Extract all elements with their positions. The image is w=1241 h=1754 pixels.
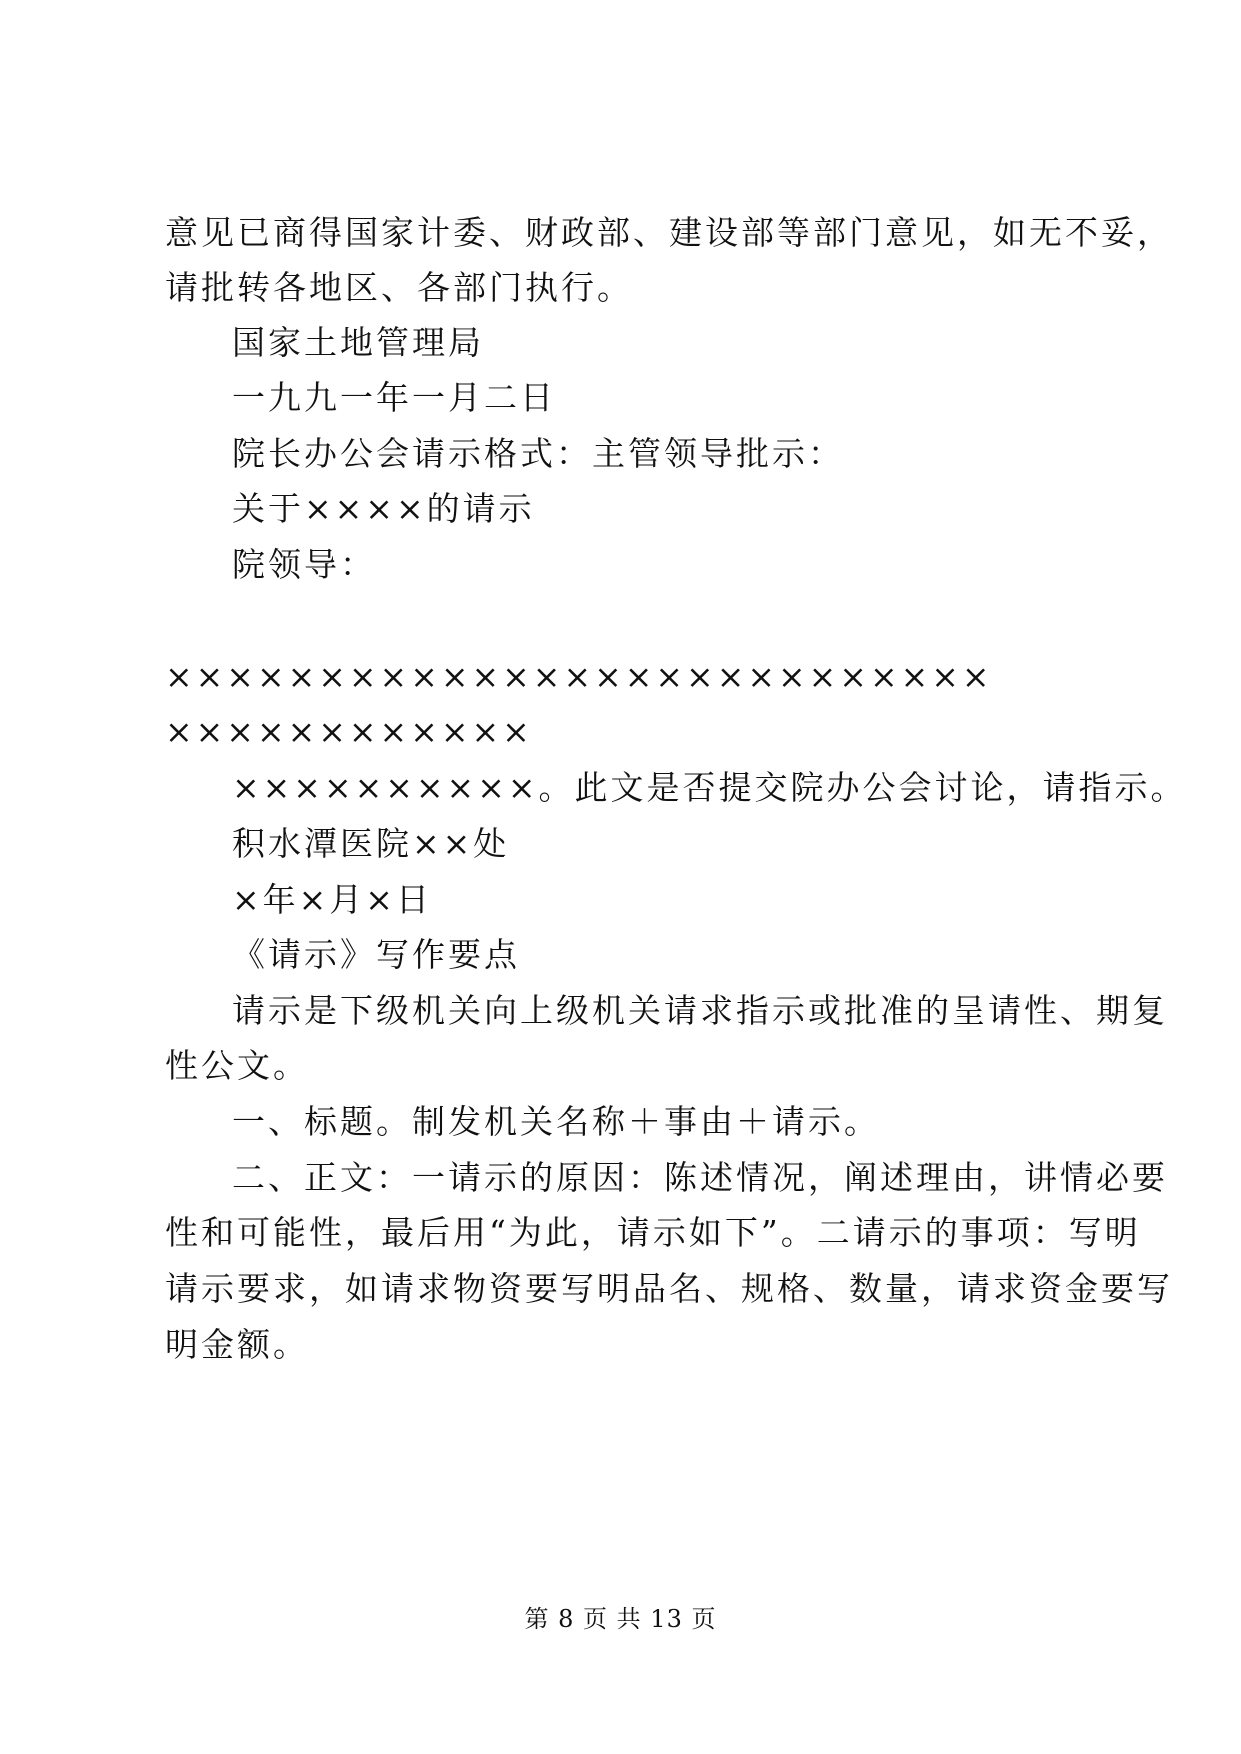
request-title: 关于××××的请示	[232, 489, 535, 528]
body-line-19: 请示要求，如请求物资要写明品名、规格、数量，请求资金要写	[165, 1269, 1173, 1308]
body-line-15: 性公文。	[165, 1046, 309, 1085]
body-line-2: 请批转各地区、各部门执行。	[165, 268, 633, 307]
placeholder-line-1: ×××××××××××××××××××××××××××	[165, 657, 993, 696]
body-line-14: 请示是下级机关向上级机关请求指示或批准的呈请性、期复	[232, 991, 1168, 1030]
body-line-1: 意见已商得国家计委、财政部、建设部等部门意见，如无不妥，	[165, 213, 1173, 252]
sender-organization: 国家土地管理局	[232, 323, 484, 362]
body-line-18: 性和可能性，最后用“为此，请示如下”。二请示的事项：写明	[165, 1213, 1141, 1252]
section-heading: 《请示》写作要点	[232, 935, 520, 974]
body-line-17: 二、正文：一请示的原因：陈述情况，阐述理由，讲情必要	[232, 1158, 1168, 1197]
placeholder-line-2: ××××××××××××	[165, 712, 533, 751]
body-line-20: 明金额。	[165, 1325, 309, 1364]
signature-department: 积水潭医院××处	[232, 824, 510, 863]
format-heading: 院长办公会请示格式：主管领导批示：	[232, 434, 844, 473]
page-number-footer: 第 8 页 共 13 页	[524, 1605, 717, 1633]
document-date: 一九九一年一月二日	[232, 378, 556, 417]
salutation: 院领导：	[232, 545, 376, 584]
signature-date: ×年×月×日	[232, 880, 432, 919]
body-line-16: 一、标题。制发机关名称＋事由＋请示。	[232, 1102, 880, 1141]
placeholder-line-3: ××××××××××。此文是否提交院办公会讨论，请指示。	[232, 768, 1187, 807]
